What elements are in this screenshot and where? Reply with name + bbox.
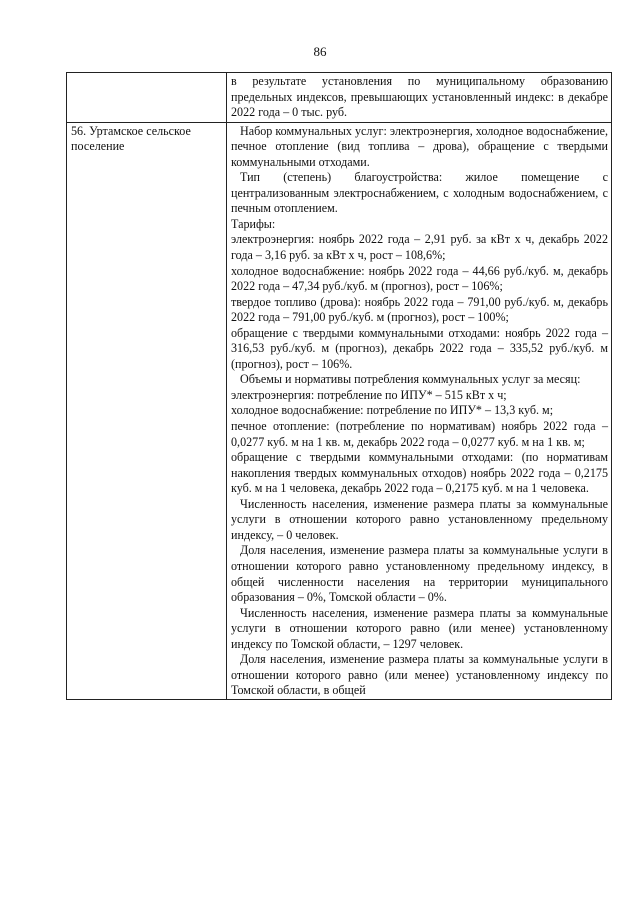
table-row-continuation [67, 73, 612, 123]
continuation-text: в результате установления по муниципальному образованию предельных индексов, превышающих установленный индекс: в декабре 2022 года – 0 тыс. руб. [227, 73, 612, 123]
paragraph: Доля населения, изменение размера платы за коммунальные услуги в отношении которого равно установленному предельному индексу, в общей численности населения на территории муниципального образования – 0%, Томской области – 0%. [231, 543, 608, 605]
paragraph: электроэнергия: потребление по ИПУ* – 515 кВт х ч; [231, 387, 507, 402]
page-number: 86 [313, 44, 327, 59]
paragraph: Численность населения, изменение размера платы за коммунальные услуги в отношении которого равно установленному предельному индексу, – 0 человек. [231, 496, 608, 542]
paragraph: электроэнергия: ноябрь 2022 года – 2,91 руб. за кВт х ч, декабрь 2022 года – 3,16 руб. за кВт х ч, рост – 108,6%; [231, 232, 608, 263]
paragraph: Численность населения, изменение размера платы за коммунальные услуги в отношении которого равно (или менее) установленному индексу по Томской области, – 1297 человек. [231, 605, 608, 651]
tariff-table [66, 72, 612, 700]
row-label: 56. Уртамское сельское поселение [67, 122, 227, 699]
paragraph: твердое топливо (дрова): ноябрь 2022 года – 791,00 руб./куб. м, декабрь 2022 года – 791,00 руб./куб. м (прогноз), рост – 100%; [231, 294, 608, 325]
paragraph: Тип (степень) благоустройства: жилое помещение с централизованным электроснабжением, с холодным водоснабжением, с печным отоплением. [231, 170, 608, 216]
table-row-urtam [67, 122, 612, 699]
paragraph: Тарифы: [231, 216, 276, 231]
paragraph: Набор коммунальных услуг: электроэнергия, холодное водоснабжение, печное отопление (вид топлива – дрова), обращение с твердыми коммунальными отходами. [231, 123, 608, 169]
paragraph: обращение с твердыми коммунальными отходами: ноябрь 2022 года – 316,53 руб./куб. м (прогноз), декабрь 2022 года – 335,52 руб./куб. м (прогноз), рост – 106%. [231, 325, 608, 371]
paragraph: холодное водоснабжение: потребление по ИПУ* – 13,3 куб. м; [231, 403, 554, 418]
page-bottom-margin [0, 848, 640, 905]
empty-label-cell [67, 73, 227, 123]
paragraph: Объемы и нормативы потребления коммунальных услуг за месяц: [240, 372, 581, 387]
paragraph: обращение с твердыми коммунальными отходами: (по нормативам накопления твердых коммунальных отходов) ноябрь 2022 года – 0,2175 куб. м на 1 человека, декабрь 2022 года – 0,2175 куб. м на 1 человека. [231, 450, 608, 496]
paragraph: холодное водоснабжение: ноябрь 2022 года – 44,66 руб./куб. м, декабрь 2022 года – 47,34 руб./куб. м (прогноз), рост – 106%; [231, 263, 608, 294]
paragraph: Доля населения, изменение размера платы за коммунальные услуги в отношении которого равно (или менее) установленному индексу по Томской области, в общей [231, 652, 608, 698]
paragraph: печное отопление: (потребление по нормативам) ноябрь 2022 года – 0,0277 куб. м на 1 кв. м, декабрь 2022 года – 0,0277 куб. м на 1 кв. м; [231, 419, 608, 449]
row-content [227, 122, 612, 699]
